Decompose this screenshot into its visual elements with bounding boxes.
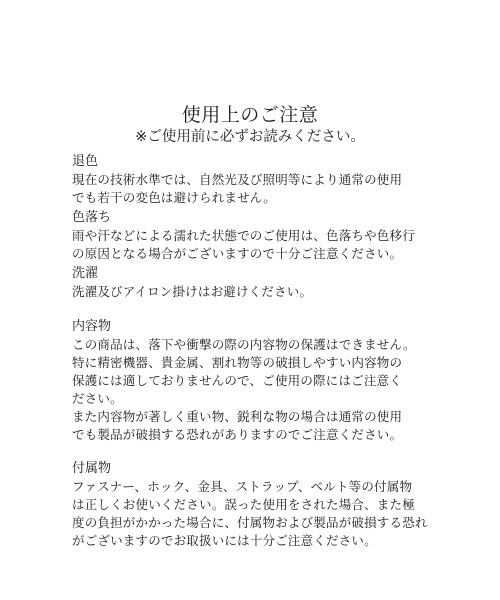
section-text-line: でも製品が破損する恐れがありますのでご注意ください。 (72, 427, 403, 442)
section-text-line: 特に精密機器、貴金属、割れ物等の破損しやすい内容物の (72, 355, 403, 370)
section-contents (72, 318, 452, 444)
section-text-line: 雨や汗などによる濡れた状態でのご使用は、色落ちや色移行 (72, 228, 415, 243)
section-text-line: 保護には適しておりませんので、ご使用の際にはご注意く (72, 373, 402, 388)
section-color-bleeding (72, 209, 452, 263)
section-fading (72, 153, 452, 207)
section-accessories (72, 460, 452, 550)
section-text-line: 度の負担がかかった場合に、付属物および製品が破損する恐れ (72, 515, 428, 530)
section-text-line: の原因となる場合がございますので十分ご注意ください。 (72, 246, 403, 261)
section-text-line: 現在の技術水準では、自然光及び照明等により通常の使用 (72, 172, 403, 187)
section-heading: 付属物 (72, 461, 112, 476)
section-heading: 内容物 (72, 319, 112, 334)
section-text-line: また内容物が著しく重い物、鋭利な物の場合は通常の使用 (72, 409, 403, 424)
section-text-line: 洗濯及びアイロン掛けはお避けください。 (72, 284, 313, 299)
section-heading: 色落ち (72, 210, 112, 225)
section-text-line: ださい。 (72, 391, 123, 406)
section-text-line: は正しくお使いください。誤った使用をされた場合、また極 (72, 497, 415, 512)
section-washing (72, 265, 452, 301)
section-text-line: がございますのでお取扱いには十分ご注意ください。 (72, 533, 377, 548)
notice-title: 使用上のご注意 (181, 104, 319, 126)
section-text-line: この商品は、落下や衝撃の際の内容物の保護はできません。 (72, 337, 416, 352)
section-text-line: でも若干の変色は避けられません。 (72, 190, 276, 205)
notice-subtitle: ※ご使用前に必ずお読みください。 (135, 129, 365, 145)
section-heading: 洗濯 (72, 266, 99, 281)
section-heading: 退色 (72, 154, 99, 169)
section-text-line: ファスナー、ホック、金具、ストラップ、ベルト等の付属物 (72, 479, 413, 494)
